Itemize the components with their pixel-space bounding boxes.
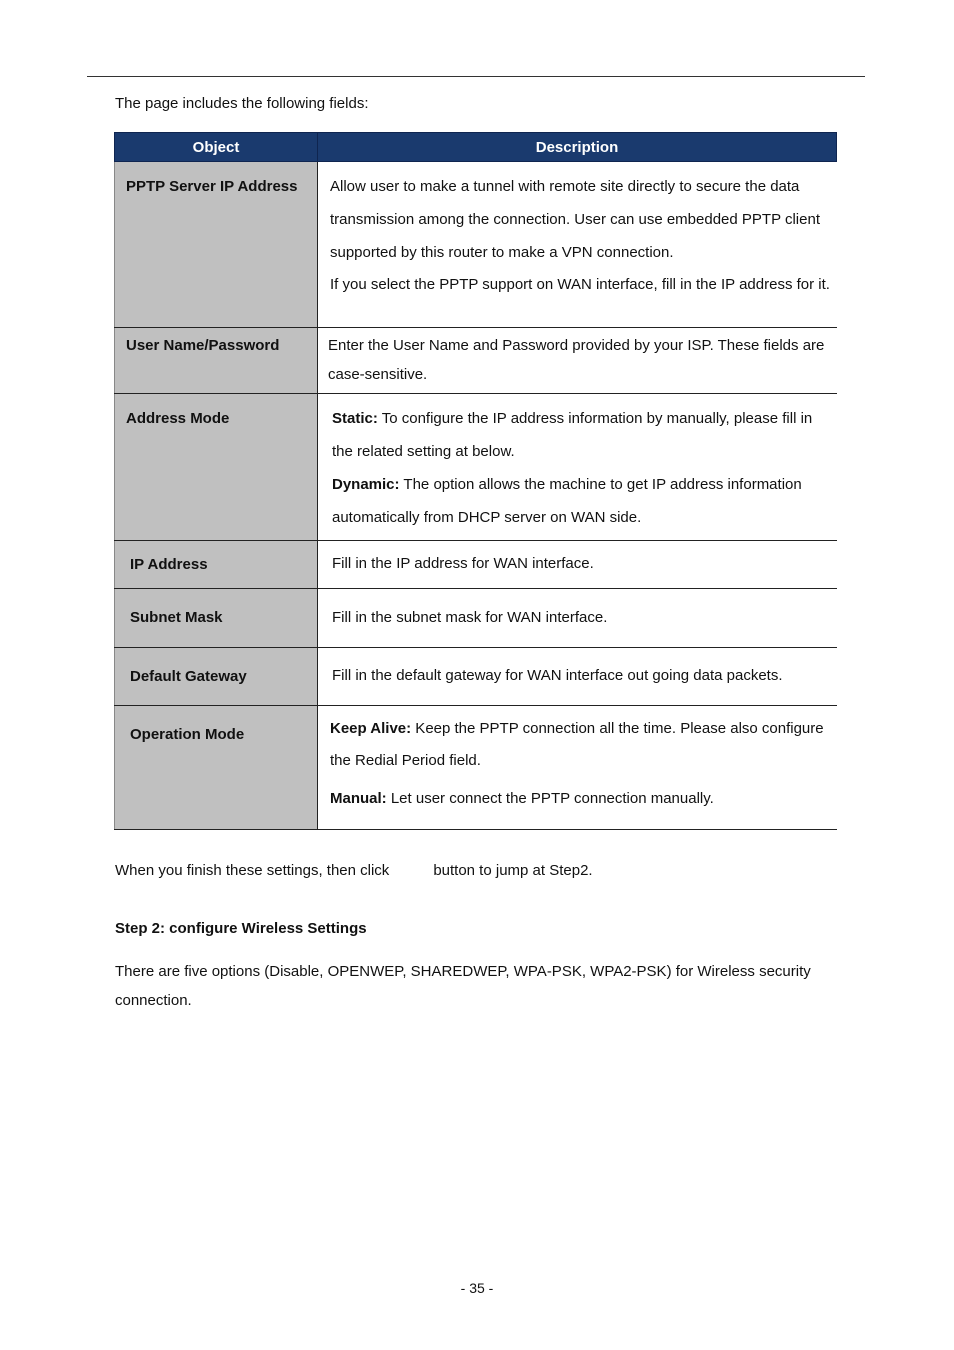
description-paragraph: Keep Alive: Keep the PPTP connection all the time. Please also configure the Redial Period field. [330, 720, 824, 769]
row-description [318, 589, 837, 648]
fields-table [114, 132, 837, 830]
step2-text: There are five options (Disable, OPENWEP, SHAREDWEP, WPA-PSK, WPA2-PSK) for Wireless security connection. [115, 963, 811, 1009]
description-paragraph: Fill in the default gateway for WAN interface out going data packets. [332, 667, 783, 684]
description-paragraph: If you select the PPTP support on WAN interface, fill in the IP address for it. [330, 276, 830, 293]
header-description: Description [318, 133, 837, 162]
table-row [115, 541, 837, 589]
finish-text-after: button to jump at Step2. [433, 862, 593, 879]
header-object: Object [115, 133, 318, 162]
description-paragraph: Dynamic: The option allows the machine to get IP address information automatically from DHCP server on WAN side. [332, 476, 802, 526]
row-description [318, 394, 837, 541]
row-description [318, 541, 837, 589]
row-description [318, 648, 837, 706]
row-object: IP Address [115, 541, 318, 589]
table-row [115, 589, 837, 648]
description-paragraph: Allow user to make a tunnel with remote site directly to secure the data transmission among the connection. User can use embedded PPTP client supported by this router to make a VPN connection. [330, 178, 820, 261]
intro-text: The page includes the following fields: [115, 95, 369, 112]
table-row [115, 328, 837, 394]
table-row [115, 394, 837, 541]
finish-instruction [115, 862, 593, 879]
row-object: Subnet Mask [115, 589, 318, 648]
table-header-row [115, 133, 837, 162]
table-row [115, 162, 837, 328]
description-paragraph: Fill in the IP address for WAN interface. [332, 555, 594, 572]
description-paragraph: Static: To configure the IP address information by manually, please fill in the related setting at below. [332, 410, 813, 460]
finish-text-before: When you finish these settings, then click [115, 862, 390, 879]
row-description [318, 706, 837, 830]
step2-heading: Step 2: configure Wireless Settings [115, 920, 367, 937]
row-object: Operation Mode [115, 706, 318, 830]
row-object: Default Gateway [115, 648, 318, 706]
row-description [318, 328, 837, 394]
table-row [115, 706, 837, 830]
row-object: Address Mode [115, 394, 318, 541]
table-row [115, 648, 837, 706]
header-rule [87, 76, 865, 77]
row-description [318, 162, 837, 328]
row-object: PPTP Server IP Address [115, 162, 318, 328]
row-object: User Name/Password [115, 328, 318, 394]
description-paragraph: Fill in the subnet mask for WAN interface. [332, 609, 608, 626]
description-paragraph: Enter the User Name and Password provided by your ISP. These fields are case-sensitive. [328, 337, 825, 383]
description-paragraph: Manual: Let user connect the PPTP connection manually. [330, 790, 714, 807]
page-number: - 35 - [460, 1280, 494, 1296]
